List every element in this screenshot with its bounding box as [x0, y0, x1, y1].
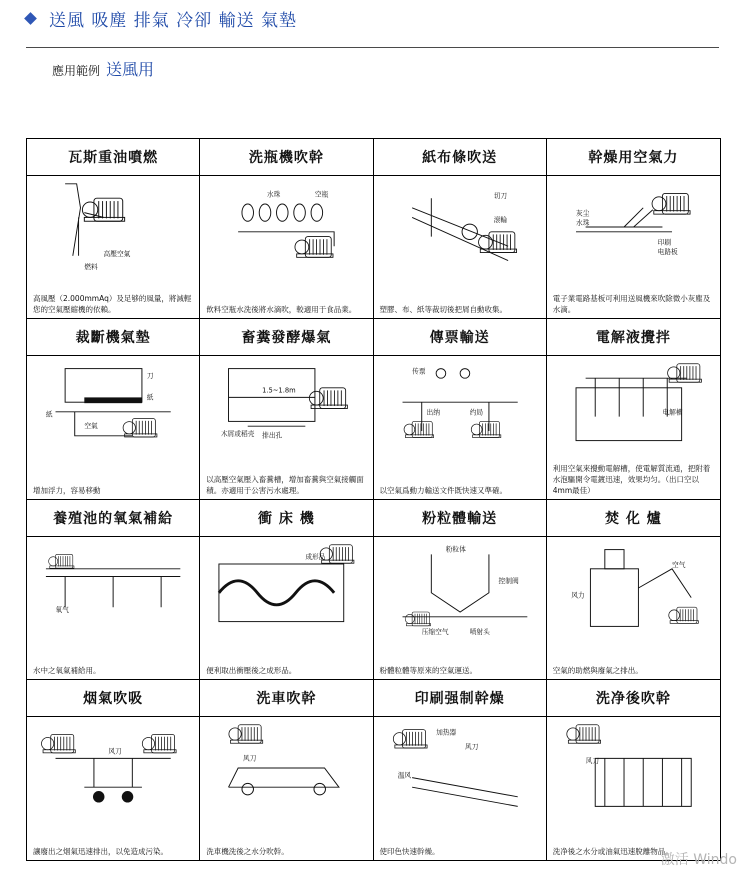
application-card: [27, 319, 200, 499]
diagram-label: 风刀: [108, 747, 122, 756]
diagram-label: 紙: [146, 393, 154, 402]
diagram-label: 粉粒体: [445, 545, 466, 554]
diagram-illustration: [551, 359, 716, 455]
diagram-label: 排出孔: [262, 431, 283, 440]
card-caption: 高風壓（2.000mmAq）及足够的風量，將減輕您的空氣壓縮機的依賴。: [33, 294, 192, 315]
application-card: [547, 319, 720, 499]
diagram-label: 木屑或稻壳: [221, 430, 255, 439]
diagram-label: 1.5~1.8m: [262, 386, 296, 395]
diagram-label: 灰尘: [575, 209, 590, 218]
card-caption: 電子業電路基板可利用送風機來吹除微小灰塵及水滴。: [552, 294, 711, 315]
card-title: 烟氣吹吸: [27, 680, 199, 717]
diagram-label: 紙: [45, 410, 53, 419]
diagram-illustration: [378, 359, 542, 455]
card-caption: 利用空氣來攪動電解槽，使電解質流通，把附着水泡驅開令電鍍迅速，效果均匀。（出口空以4mm最佳）: [552, 463, 711, 495]
diagram-label: 风力: [570, 591, 585, 600]
header-divider: [26, 47, 719, 48]
card-caption: 使印色快速幹燥。: [379, 847, 440, 856]
diagram-illustration: [31, 179, 195, 275]
subtitle-label: 應用範例: [52, 64, 101, 78]
diagram-illustration: [204, 179, 368, 275]
application-card: [27, 680, 200, 860]
diagram-illustration: [551, 179, 716, 275]
diagram-illustration: [551, 720, 716, 816]
card-title: 傳票輸送: [374, 319, 546, 356]
card-caption: 洗車機洗後之水分吹幹。: [206, 847, 289, 856]
card-caption: 粉體粒體等原來的空氣運送。: [379, 665, 477, 675]
diagram-label: 成形品: [305, 552, 326, 561]
diagram-illustration: [378, 540, 542, 636]
diagram-illustration: [204, 540, 368, 636]
card-caption: 增加浮力，容易移動: [33, 485, 101, 495]
application-card: [27, 500, 200, 680]
diagram-illustration: [378, 720, 542, 816]
card-title: 紙布條吹送: [374, 139, 546, 176]
card-title: 洗瓶機吹幹: [200, 139, 372, 176]
diagram-label: 出纳: [426, 408, 440, 417]
card-title: 養殖池的氧氣補給: [27, 500, 199, 537]
diagram-illustration: [378, 179, 542, 275]
application-card: [374, 680, 547, 860]
diagram-label: 滾輪: [493, 216, 507, 225]
application-card: [27, 139, 200, 319]
diagram-label: 空氣: [84, 422, 98, 431]
card-title: 洗净後吹幹: [547, 680, 720, 717]
card-caption: 飲料空瓶水洗後將水滴吹，較適用于食品業。: [206, 305, 357, 315]
activation-watermark: 激活 Windo: [660, 852, 737, 868]
diagram-label: 风刀: [464, 742, 478, 751]
diagram-label: 加热器: [435, 728, 456, 737]
diagram-label: 传票: [411, 367, 426, 376]
diagram-label: 空气: [671, 560, 686, 569]
diagram-illustration: [31, 540, 195, 636]
card-caption: 讓廢出之烟氣迅速排出，以免造成污染。: [33, 847, 168, 856]
application-card: [547, 500, 720, 680]
application-card: [200, 139, 373, 319]
card-title: 裁斷機氣墊: [27, 319, 199, 356]
card-title: 衝 床 機: [200, 500, 372, 537]
diagram-label: 温风: [397, 771, 411, 780]
diagram-illustration: [204, 359, 368, 455]
application-card: [374, 500, 547, 680]
subtitle: [52, 57, 154, 80]
card-title: 粉粒體輸送: [374, 500, 546, 537]
card-title: 焚 化 爐: [547, 500, 720, 537]
application-card: [374, 139, 547, 319]
diagram-label: 电解槽: [662, 408, 683, 417]
application-card: [200, 319, 373, 499]
diagram-label: 电路板: [657, 247, 678, 256]
diagram-label: 控制阀: [498, 576, 519, 585]
card-caption: 空氣的助燃與廢氣之排出。: [552, 665, 643, 675]
diagram-illustration: [204, 720, 368, 816]
diagram-illustration: [551, 540, 716, 636]
subtitle-value: 送風用: [106, 60, 155, 79]
diagram-label: 压缩空气: [421, 627, 449, 636]
card-caption: 洗净後之水分或油氣迅速脫離物品。: [552, 847, 673, 856]
page-header: [26, 6, 297, 30]
diagram-label: 空瓶: [315, 190, 329, 199]
diagram-label: 水珠: [575, 219, 590, 228]
card-title: 瓦斯重油噴燃: [27, 139, 199, 176]
card-title: 畜糞發酵爆氣: [200, 319, 372, 356]
card-title: 印刷强制幹燥: [374, 680, 546, 717]
diagram-label: 风刀: [243, 754, 257, 763]
card-caption: 以空氣爲動力輸送文件既快速又準確。: [379, 485, 507, 495]
diagram-label: 水珠: [267, 190, 281, 199]
diagram-illustration: [31, 359, 195, 455]
card-title: 幹燥用空氣力: [547, 139, 720, 176]
diagram-label: 约局: [469, 408, 483, 417]
diagram-label: 燃料: [84, 263, 98, 272]
diagram-label: 高壓空氣: [103, 249, 131, 258]
card-title: 電解液攪拌: [547, 319, 720, 356]
application-card: [547, 139, 720, 319]
application-card: [547, 680, 720, 860]
card-caption: 以高壓空氣壓入畜糞槽，增加畜糞與空氣接觸面積。亦適用于公害污水處理。: [206, 474, 364, 495]
card-caption: 水中之氧氣補給用。: [33, 665, 101, 675]
diamond-bullet-icon: [24, 12, 37, 25]
diagram-label: 切刀: [493, 192, 507, 201]
application-card: [374, 319, 547, 499]
diagram-label: 刀: [146, 372, 154, 381]
card-caption: 塑膠、布、紙等裁切後把屑自動收集。: [379, 305, 507, 315]
application-grid: [26, 138, 721, 861]
application-card: [200, 680, 373, 860]
diagram-label: 氧气: [55, 605, 69, 614]
diagram-label: 印刷: [657, 238, 671, 247]
diagram-illustration: [31, 720, 195, 816]
diagram-label: 风刀: [585, 756, 599, 765]
card-caption: 便利取出衝壓後之成形品。: [206, 665, 297, 675]
page-title: 送風 吸塵 排氣 冷卻 輸送 氣墊: [49, 10, 298, 31]
diagram-label: 喷射头: [469, 627, 490, 636]
card-title: 洗車吹幹: [200, 680, 372, 717]
application-card: [200, 500, 373, 680]
